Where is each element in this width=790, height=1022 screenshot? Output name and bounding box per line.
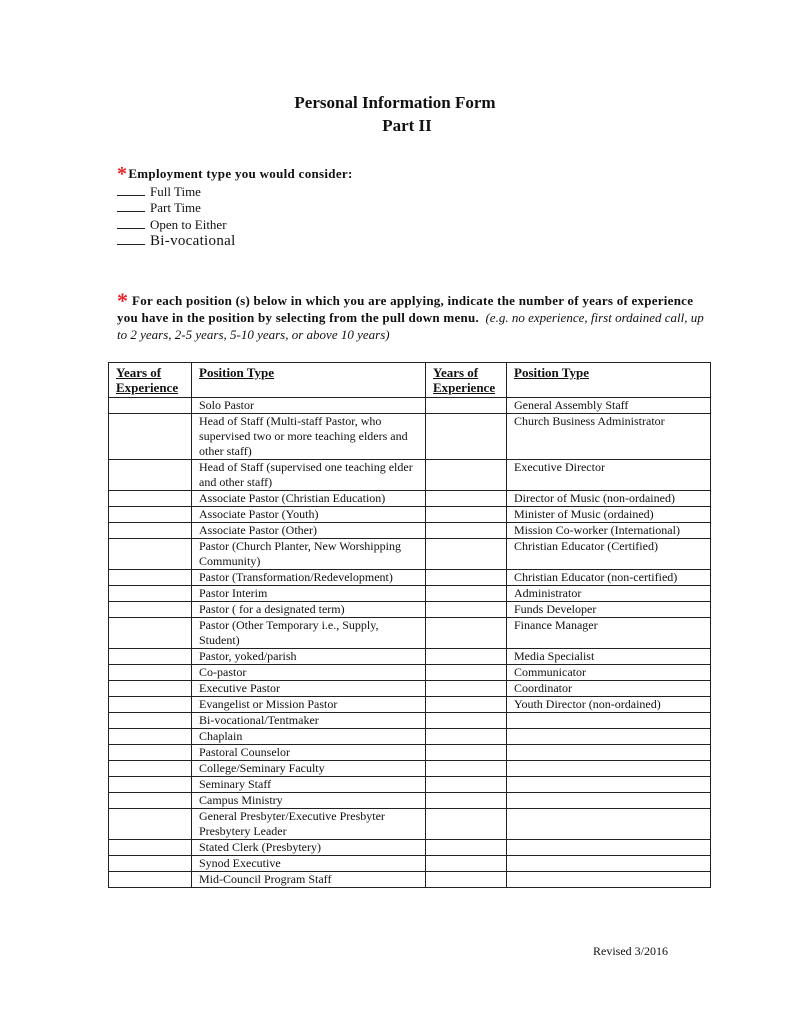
table-row [109, 729, 711, 745]
position-type-right [507, 729, 711, 745]
years-of-experience-select-left[interactable] [109, 539, 192, 570]
revision-date: Revised 3/2016 [593, 944, 668, 958]
position-type-right [507, 793, 711, 809]
position-experience-table [108, 362, 711, 888]
years-of-experience-select-right[interactable] [426, 398, 507, 414]
employment-option-part-time[interactable] [117, 200, 353, 217]
position-instructions [117, 288, 717, 343]
years-of-experience-select-left[interactable] [109, 570, 192, 586]
table-row [109, 460, 711, 491]
position-type-right: Media Specialist [507, 649, 711, 665]
table-row [109, 777, 711, 793]
position-type-left: Pastoral Counselor [192, 745, 426, 761]
position-type-left: Head of Staff (supervised one teaching elder and other staff) [192, 460, 426, 491]
years-of-experience-select-right[interactable] [426, 491, 507, 507]
years-of-experience-select-left[interactable] [109, 856, 192, 872]
position-type-right: Christian Educator (Certified) [507, 539, 711, 570]
form-title: Personal Information Form [294, 93, 496, 112]
years-of-experience-select-left[interactable] [109, 665, 192, 681]
years-of-experience-select-right[interactable] [426, 761, 507, 777]
position-type-left: Evangelist or Mission Pastor [192, 697, 426, 713]
table-row [109, 618, 711, 649]
position-type-right [507, 872, 711, 888]
header-years-of-experience-right: Years of Experience [426, 363, 507, 398]
position-type-left: Associate Pastor (Christian Education) [192, 491, 426, 507]
position-type-right: Youth Director (non-ordained) [507, 697, 711, 713]
position-type-left: Executive Pastor [192, 681, 426, 697]
employment-option-bi-vocational[interactable] [117, 233, 353, 250]
table-row [109, 761, 711, 777]
position-type-right [507, 713, 711, 729]
position-type-left: Chaplain [192, 729, 426, 745]
position-type-right: Coordinator [507, 681, 711, 697]
years-of-experience-select-right[interactable] [426, 414, 507, 460]
table-row [109, 649, 711, 665]
years-of-experience-select-left[interactable] [109, 586, 192, 602]
employment-question-text: Employment type you would consider: [128, 166, 353, 181]
option-label: Part Time [150, 200, 201, 215]
table-row [109, 713, 711, 729]
position-type-left: Head of Staff (Multi-staff Pastor, who supervised two or more teaching elders and other staff) [192, 414, 426, 460]
table-row [109, 602, 711, 618]
years-of-experience-select-right[interactable] [426, 507, 507, 523]
option-label: Bi-vocational [150, 233, 236, 249]
years-of-experience-select-left[interactable] [109, 460, 192, 491]
table-row [109, 539, 711, 570]
position-type-left: Seminary Staff [192, 777, 426, 793]
position-type-left: Associate Pastor (Other) [192, 523, 426, 539]
position-type-left: Associate Pastor (Youth) [192, 507, 426, 523]
years-of-experience-select-left[interactable] [109, 777, 192, 793]
years-of-experience-select-left[interactable] [109, 697, 192, 713]
years-of-experience-select-left[interactable] [109, 713, 192, 729]
position-type-right: Funds Developer [507, 602, 711, 618]
years-of-experience-select-left[interactable] [109, 618, 192, 649]
table-row [109, 665, 711, 681]
years-of-experience-select-left[interactable] [109, 649, 192, 665]
position-type-right: Communicator [507, 665, 711, 681]
table-row [109, 586, 711, 602]
years-of-experience-select-right[interactable] [426, 539, 507, 570]
header-position-type-left: Position Type [192, 363, 426, 398]
position-type-left: Bi-vocational/Tentmaker [192, 713, 426, 729]
years-of-experience-select-right[interactable] [426, 872, 507, 888]
instructions-example-text: (e.g. no experience, first ordained call, up to 2 years, 2-5 years, 5-10 years, or above 10 years) [117, 310, 704, 342]
table-row [109, 793, 711, 809]
years-of-experience-select-left[interactable] [109, 872, 192, 888]
header-position-type-right: Position Type [507, 363, 711, 398]
position-type-left: Co-pastor [192, 665, 426, 681]
form-subtitle: Part II [382, 116, 432, 135]
position-type-right: Minister of Music (ordained) [507, 507, 711, 523]
years-of-experience-select-left[interactable] [109, 761, 192, 777]
years-of-experience-select-right[interactable] [426, 523, 507, 539]
years-of-experience-select-left[interactable] [109, 398, 192, 414]
table-row [109, 745, 711, 761]
years-of-experience-select-left[interactable] [109, 745, 192, 761]
years-of-experience-select-right[interactable] [426, 697, 507, 713]
position-type-right: Administrator [507, 586, 711, 602]
option-blank-line[interactable] [117, 200, 145, 212]
position-type-left: Pastor Interim [192, 586, 426, 602]
years-of-experience-select-left[interactable] [109, 602, 192, 618]
position-type-right [507, 745, 711, 761]
years-of-experience-select-right[interactable] [426, 713, 507, 729]
position-type-left: Pastor (Other Temporary i.e., Supply, Student) [192, 618, 426, 649]
years-of-experience-select-right[interactable] [426, 649, 507, 665]
table-row [109, 681, 711, 697]
position-type-right [507, 761, 711, 777]
years-of-experience-select-right[interactable] [426, 856, 507, 872]
years-of-experience-select-right[interactable] [426, 793, 507, 809]
years-of-experience-select-right[interactable] [426, 570, 507, 586]
position-type-left: General Presbyter/Executive Presbyter Presbytery Leader [192, 809, 426, 840]
years-of-experience-select-left[interactable] [109, 414, 192, 460]
table-row [109, 523, 711, 539]
position-type-right: Finance Manager [507, 618, 711, 649]
position-type-left: Campus Ministry [192, 793, 426, 809]
employment-type-section [117, 163, 353, 250]
table-row [109, 856, 711, 872]
years-of-experience-select-left[interactable] [109, 793, 192, 809]
position-type-right: Church Business Administrator [507, 414, 711, 460]
years-of-experience-select-right[interactable] [426, 745, 507, 761]
position-type-right: Executive Director [507, 460, 711, 491]
years-of-experience-select-right[interactable] [426, 840, 507, 856]
years-of-experience-select-right[interactable] [426, 665, 507, 681]
position-type-right [507, 856, 711, 872]
years-of-experience-select-right[interactable] [426, 809, 507, 840]
position-type-right: Christian Educator (non-certified) [507, 570, 711, 586]
option-blank-line[interactable] [117, 217, 145, 229]
position-type-right [507, 840, 711, 856]
instructions-bold-text: For each position (s) below in which you are applying, indicate the number of years of experience you have in the position by selecting from the pull down menu. [117, 293, 694, 325]
years-of-experience-select-left[interactable] [109, 491, 192, 507]
position-type-left: Pastor (Transformation/Redevelopment) [192, 570, 426, 586]
position-type-left: Stated Clerk (Presbytery) [192, 840, 426, 856]
employment-option-full-time[interactable] [117, 184, 353, 201]
position-type-left: Solo Pastor [192, 398, 426, 414]
position-type-left: Pastor (Church Planter, New Worshipping Community) [192, 539, 426, 570]
years-of-experience-select-left[interactable] [109, 507, 192, 523]
position-type-right [507, 809, 711, 840]
position-type-right: Director of Music (non-ordained) [507, 491, 711, 507]
table-row [109, 491, 711, 507]
table-row [109, 414, 711, 460]
years-of-experience-select-left[interactable] [109, 729, 192, 745]
position-type-left: Mid-Council Program Staff [192, 872, 426, 888]
option-label: Open to Either [150, 216, 227, 232]
table-row [109, 570, 711, 586]
position-type-right: Mission Co-worker (International) [507, 523, 711, 539]
option-blank-line[interactable] [117, 233, 145, 245]
years-of-experience-select-right[interactable] [426, 681, 507, 697]
required-asterisk-icon: * [117, 163, 128, 185]
option-label: Full Time [150, 183, 201, 199]
table-row [109, 809, 711, 840]
table-row [109, 872, 711, 888]
years-of-experience-select-right[interactable] [426, 777, 507, 793]
years-of-experience-select-left[interactable] [109, 523, 192, 539]
years-of-experience-select-right[interactable] [426, 586, 507, 602]
years-of-experience-select-left[interactable] [109, 681, 192, 697]
years-of-experience-select-right[interactable] [426, 602, 507, 618]
years-of-experience-select-right[interactable] [426, 460, 507, 491]
position-type-left: Pastor ( for a designated term) [192, 602, 426, 618]
header-years-of-experience-left: Years of Experience [109, 363, 192, 398]
position-type-left: Synod Executive [192, 856, 426, 872]
years-of-experience-select-right[interactable] [426, 618, 507, 649]
table-row [109, 840, 711, 856]
option-blank-line[interactable] [117, 184, 145, 196]
table-row [109, 697, 711, 713]
position-type-left: Pastor, yoked/parish [192, 649, 426, 665]
employment-question [117, 163, 353, 185]
employment-option-open-to-either[interactable] [117, 217, 353, 234]
table-header-row [109, 363, 711, 398]
position-type-right: General Assembly Staff [507, 398, 711, 414]
position-type-left: College/Seminary Faculty [192, 761, 426, 777]
table-row [109, 507, 711, 523]
years-of-experience-select-right[interactable] [426, 729, 507, 745]
years-of-experience-select-left[interactable] [109, 840, 192, 856]
position-type-right [507, 777, 711, 793]
table-row [109, 398, 711, 414]
years-of-experience-select-left[interactable] [109, 809, 192, 840]
required-asterisk-icon: * [117, 288, 128, 313]
